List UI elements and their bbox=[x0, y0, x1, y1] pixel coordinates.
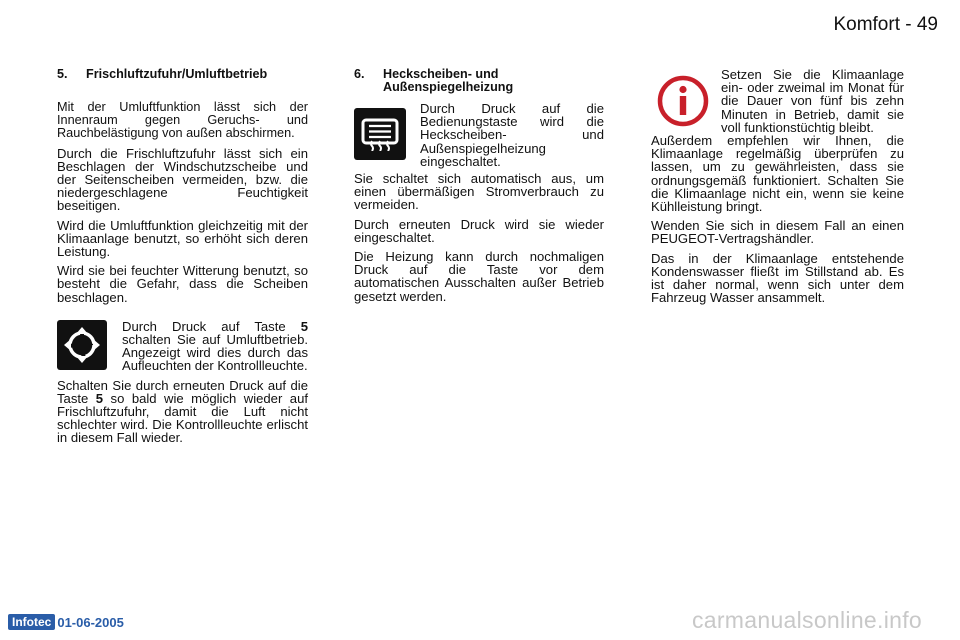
info-paragraph: Wenden Sie sich in diesem Fall an einen PEUGEOT-Vertragshändler. bbox=[651, 218, 904, 247]
footer bbox=[8, 614, 124, 630]
section-5-paragraph: Wird sie bei feuchter Witterung benutzt, so besteht die Gefahr, dass die Scheiben beschlagen. bbox=[57, 263, 308, 305]
infotec-logo: Infotec bbox=[8, 614, 55, 630]
section-6-title: Heckscheiben- und Außenspiegelheizung bbox=[383, 67, 514, 94]
info-paragraph: Das in der Klimaanlage entstehende Kondenswasser fließt im Stillstand ab. Es ist daher normal, wenn sich unter dem Fahrzeug Wasser ansammelt. bbox=[651, 250, 904, 306]
column-section-6 bbox=[354, 68, 604, 309]
column-info bbox=[651, 68, 904, 310]
section-5-heading bbox=[57, 68, 308, 81]
section-6-number: 6. bbox=[354, 67, 365, 81]
info-note bbox=[651, 68, 904, 134]
section-6-paragraph: Sie schaltet sich automatisch aus, um einen übermäßigen Stromverbrauch zu vermeiden. bbox=[354, 171, 604, 213]
section-5-title: Frischluftzufuhr/Umluftbetrieb bbox=[86, 67, 268, 81]
info-paragraph: Außerdem empfehlen wir Ihnen, die Klimaanlage regelmäßig überprüfen zu lassen, um zu gewährleisten, dass sie ordnungsgemäß funktioniert. Schalten Sie die Klimaanlage nicht ein, wenn sie keine Kühlleistung bringt. bbox=[651, 133, 904, 215]
column-section-5 bbox=[57, 68, 308, 451]
recirculation-icon bbox=[57, 320, 107, 370]
rear-defrost-icon bbox=[354, 108, 406, 160]
section-6-heading bbox=[354, 68, 604, 94]
info-paragraph: Setzen Sie die Klimaanlage ein- oder zweimal im Monat für die Dauer von fünf bis zehn Minuten in Betrieb, damit sie voll funktionstüchtig bleibt. bbox=[721, 67, 904, 135]
watermark: carmanualsonline.info bbox=[691, 607, 922, 633]
section-5-intro: Mit der Umluftfunktion lässt sich der Innenraum gegen Geruchs- und Rauchbelästigung von außen abschirmen. bbox=[57, 100, 308, 141]
rear-defrost-instruction bbox=[354, 102, 604, 168]
page-header: Komfort - 49 bbox=[833, 14, 938, 35]
rear-defrost-text: Durch Druck auf die Bedienungstaste wird die Heckscheiben- und Außenspiegelheizung eingeschaltet. bbox=[420, 101, 604, 169]
section-5-paragraph: Durch die Frischluftzufuhr lässt sich ein Beschlagen der Windschutzscheibe und der Seitenscheiben vermeiden, bzw. die niedergeschlagene Feuchtigkeit beseitigen. bbox=[57, 145, 308, 214]
section-5-paragraph: Schalten Sie durch erneuten Druck auf die Taste 5 so bald wie möglich wieder auf Frischluftzufuhr, damit die Luft nicht schlechter wird. Die Kontrollleuchte erlischt in diesem Fall wieder. bbox=[57, 377, 308, 446]
recirculation-text: Durch Druck auf Taste 5 schalten Sie auf Umluftbetrieb. Angezeigt wird dies durch das Aufleuchten der Kontrollleuchte. bbox=[122, 318, 309, 374]
recirculation-instruction bbox=[57, 320, 308, 373]
footer-date: 01-06-2005 bbox=[57, 614, 124, 630]
info-icon bbox=[656, 74, 710, 128]
section-5-number: 5. bbox=[57, 67, 68, 81]
button-number: 5 bbox=[95, 390, 104, 406]
section-6-paragraph: Durch erneuten Druck wird sie wieder eingeschaltet. bbox=[354, 216, 604, 245]
section-5-paragraph: Wird die Umluftfunktion gleichzeitig mit der Klimaanlage benutzt, so erhöht sich deren Leistung. bbox=[57, 217, 308, 260]
section-6-paragraph: Die Heizung kann durch nochmaligen Druck auf die Taste vor dem automatischen Ausschalten außer Betrieb gesetzt werden. bbox=[354, 249, 604, 304]
button-number: 5 bbox=[300, 318, 309, 334]
